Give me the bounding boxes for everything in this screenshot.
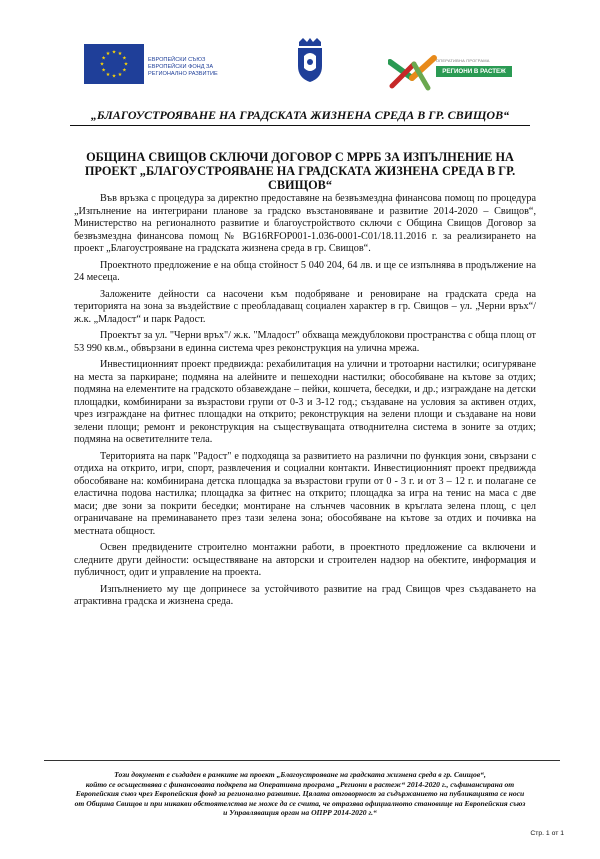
eu-star-icon: ★	[122, 68, 127, 74]
paragraph: Освен предвидените строително монтажни работи, в проектното предложение са включени и следните други дейности: осъществяване на авторски и строителен надзор на обектите, информация и публичност, одит и управление на проекта.	[74, 542, 536, 578]
eu-logo-line: РЕГИОНАЛНО РАЗВИТИЕ	[148, 71, 218, 78]
project-banner-title: „БЛАГОУСТРОЯВАНЕ НА ГРАДСКАТА ЖИЗНЕНА СРЕДА В ГР. СВИЩОВ“	[90, 108, 510, 122]
eu-flag-icon	[84, 44, 144, 84]
footer-disclaimer	[40, 770, 560, 818]
paragraph: Проектното предложение е на обща стойност 5 040 204, 64 лв. и ще се изпълнява в продължение на 24 месеца.	[74, 259, 536, 283]
eu-star-icon: ★	[111, 50, 117, 56]
footer-line: и Управляващия орган на ОПРР 2014-2020 г.“	[223, 808, 377, 818]
paragraph: Проектът за ул. "Черни връх"/ ж.к. "Младост" обхваща междублокови пространства с обща площ от 53 990 кв.м., обвързани в единна система чрез реконструкция на улична мрежа.	[74, 330, 536, 354]
eu-logo-line: ЕВРОПЕЙСКИ ФОНД ЗА	[148, 64, 214, 71]
page-number: Стр. 1 от 1	[530, 830, 564, 837]
eu-star-icon: ★	[105, 52, 111, 58]
title-line: СВИЩОВ“	[267, 178, 333, 192]
regions-in-growth-logo-icon	[388, 52, 440, 92]
paragraph: Заложените дейности са насочени към подобряване и реновиране на градската среда на територията на зона за въздействие с преобладаващ социален характер в гр. Свищов – ул. „Черни връх“/ж.к. „Младост“ и парк Радост.	[74, 288, 536, 325]
footer-line: от Община Свищов и при никакви обстоятелства не може да се счита, че отразява официалното становище на Европейския съюз	[74, 798, 526, 808]
eu-star-icon: ★	[105, 72, 111, 78]
eu-star-icon: ★	[122, 56, 127, 62]
article-body	[74, 193, 536, 613]
paragraph: Територията на парк "Радост" е подходяща за развитието на различни по функция зони, свързани с отдиха на открито, игри, спорт, развлечения и социални контакти. Инвестиционният проект предвижда обособяване на: комбинирана детска площадка за възрастови групи от 0 - 3 г. и от 3 – 12 г. и полагане се еластична подова настилка; площадка за фитнес на открито; площадка за игра на тенис на маса с две маси; две зони за покрити беседки; монтиране на слънчев часовник в кръглата зелена площ, с цел ограничаване на преминаването през тази зелена зона; обособяване на кътове за отдих и почивка на местната общност.	[74, 450, 536, 537]
banner-divider	[70, 125, 530, 126]
page-title	[72, 150, 528, 192]
paragraph: Инвестиционният проект предвижда: рехабилитация на улични и тротоарни настилки; осигуряване на места за паркиране; подмяна на алейните и пешеходни настилки; обособяване на кътове за отдих; подмяна на елементите на градското обзавеждане – пейки, кошчета, беседки, и др.; изграждане на детски площадки, комбинирани за възрастови групи от 0-3 и 3-12 год.; създаване на условия за активен отдих, чрез изграждане на фитнес площадки на открито; реконструкция на зелени площи и създаване на нови зелени площи; ремонт и реконструкция на съществуващата отводнителна система в зоните за отдих; подмяна на осветителните тела.	[74, 359, 536, 445]
eu-star-icon: ★	[117, 52, 123, 58]
svishtov-crest-icon	[296, 36, 324, 84]
paragraph: Във връзка с процедура за директно предоставяне на безвъзмездна финансова помощ по процедура „Изпълнение на интегрирани планове за градско възстановяване и развитие 2014-2020 – Свищов“, Министерство на регионалното развитие и благоустройството сключи с Община Свищов Договор за безвъзмездна финансова помощ № BG16RFOP001-1.036-0001-C01/18.11.2016 г. за реализирането на проект „Благоустрояване на градската жизнена среда в гр. Свищов“.	[74, 193, 536, 254]
eu-star-icon: ★	[101, 68, 106, 74]
eu-logo-text	[148, 57, 218, 79]
regions-small-label: ОПЕРАТИВНА ПРОГРАМА	[436, 58, 490, 63]
title-line: ПРОЕКТ „БЛАГОУСТРОЯВАНЕ НА ГРАДСКАТА ЖИЗНЕНА СРЕДА В ГР.	[84, 164, 516, 178]
eu-star-icon: ★	[99, 62, 105, 68]
eu-star-icon: ★	[123, 62, 129, 68]
footer-divider	[44, 760, 560, 761]
regions-logo-label: РЕГИОНИ В РАСТЕЖ	[436, 66, 512, 77]
eu-star-icon: ★	[101, 56, 106, 62]
eu-star-icon: ★	[117, 72, 123, 78]
paragraph: Изпълнението му ще допринесе за устойчивото развитие на град Свищов чрез създаването на атрактивна градска и жизнена среда.	[74, 583, 536, 607]
page-header	[0, 0, 600, 100]
footer-line: Европейския съюз чрез Европейския фонд за регионално развитие. Цялата отговорност за съдържанието на публикацията се носи	[75, 789, 525, 799]
eu-star-icon: ★	[111, 74, 117, 80]
footer-line: Този документ е създаден в рамките на проект „Благоустрояване на градската жизнена среда в гр. Свищов“,	[114, 770, 486, 779]
eu-logo-line: ЕВРОПЕЙСКИ СЪЮЗ	[148, 57, 206, 63]
footer-line: който се осъществява с финансовата подкрепа на Оперативна програма „Региони в растеж“ 2014-2020 г., съфинансирана от	[85, 779, 515, 789]
title-line: ОБЩИНА СВИЩОВ СКЛЮЧИ ДОГОВОР С МРРБ ЗА ИЗПЪЛНЕНИЕ НА	[86, 150, 514, 164]
